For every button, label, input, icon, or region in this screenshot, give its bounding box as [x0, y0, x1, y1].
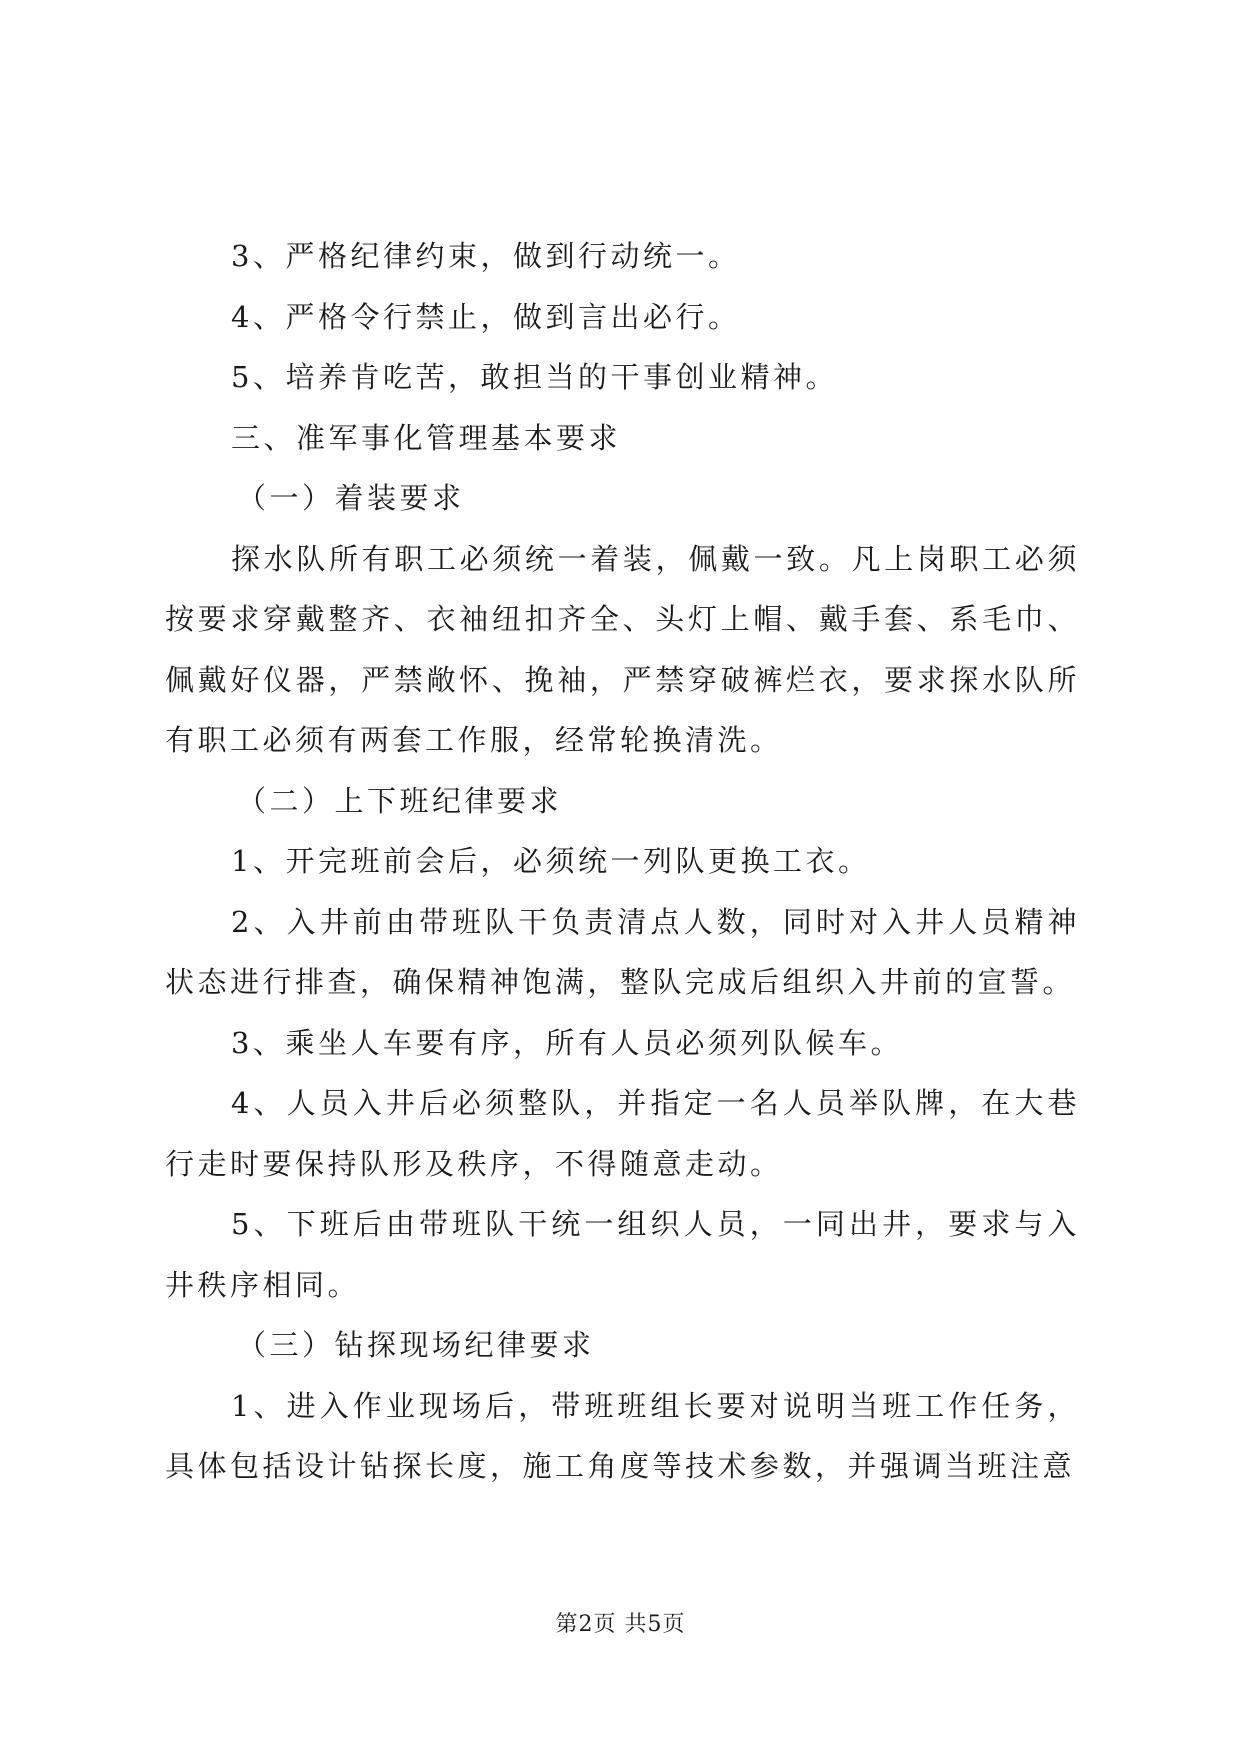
list-item-4: 4、严格令行禁止，做到言出必行。: [231, 299, 741, 334]
shift-item-5: 5、下班后由带班队干统一组织人员，一同出井，要求与入井秩序相同。: [165, 1207, 1080, 1302]
shift-item-2: 2、入井前由带班队干负责清点人数，同时对入井人员精神状态进行排查，确保精神饱满，整队完成后组织入井前的宣誓。: [165, 904, 1080, 999]
page-number-footer: 第2页 共5页: [555, 1612, 686, 1637]
list-item-3: 3、严格纪律约束，做到行动统一。: [231, 239, 741, 273]
shift-item-3: 3、乘坐人车要有序，所有人员必须列队候车。: [231, 1025, 903, 1060]
subsection-heading-dress: （一）着装要求: [237, 481, 465, 515]
drilling-item-1: 1、进入作业现场后，带班班组长要对说明当班工作任务，具体包括设计钻探长度，施工角度等技术参数，并强调当班注意: [165, 1388, 1080, 1483]
section-heading: 三、准军事化管理基本要求: [231, 420, 622, 455]
list-item-5: 5、培养肯吃苦，敢担当的干事创业精神。: [231, 360, 838, 394]
dress-requirements-paragraph: 探水队所有职工必须统一着装，佩戴一致。凡上岗职工必须按要求穿戴整齐、衣袖纽扣齐全、头灯上帽、戴手套、系毛巾、佩戴好仪器，严禁敞怀、挽袖，严禁穿破裤烂衣，要求探水队所有职工必须有两套工作服，经常轮换清洗。: [165, 541, 1080, 757]
subsection-heading-drilling-site: （三）钻探现场纪律要求: [237, 1328, 595, 1362]
subsection-heading-shift-discipline: （二）上下班纪律要求: [237, 783, 563, 818]
document-body: [165, 226, 1080, 1497]
shift-item-1: 1、开完班前会后，必须统一列队更换工衣。: [231, 844, 871, 878]
shift-item-4: 4、人员入井后必须整队，并指定一名人员举队牌，在大巷行走时要保持队形及秩序，不得随意走动。: [165, 1086, 1080, 1181]
